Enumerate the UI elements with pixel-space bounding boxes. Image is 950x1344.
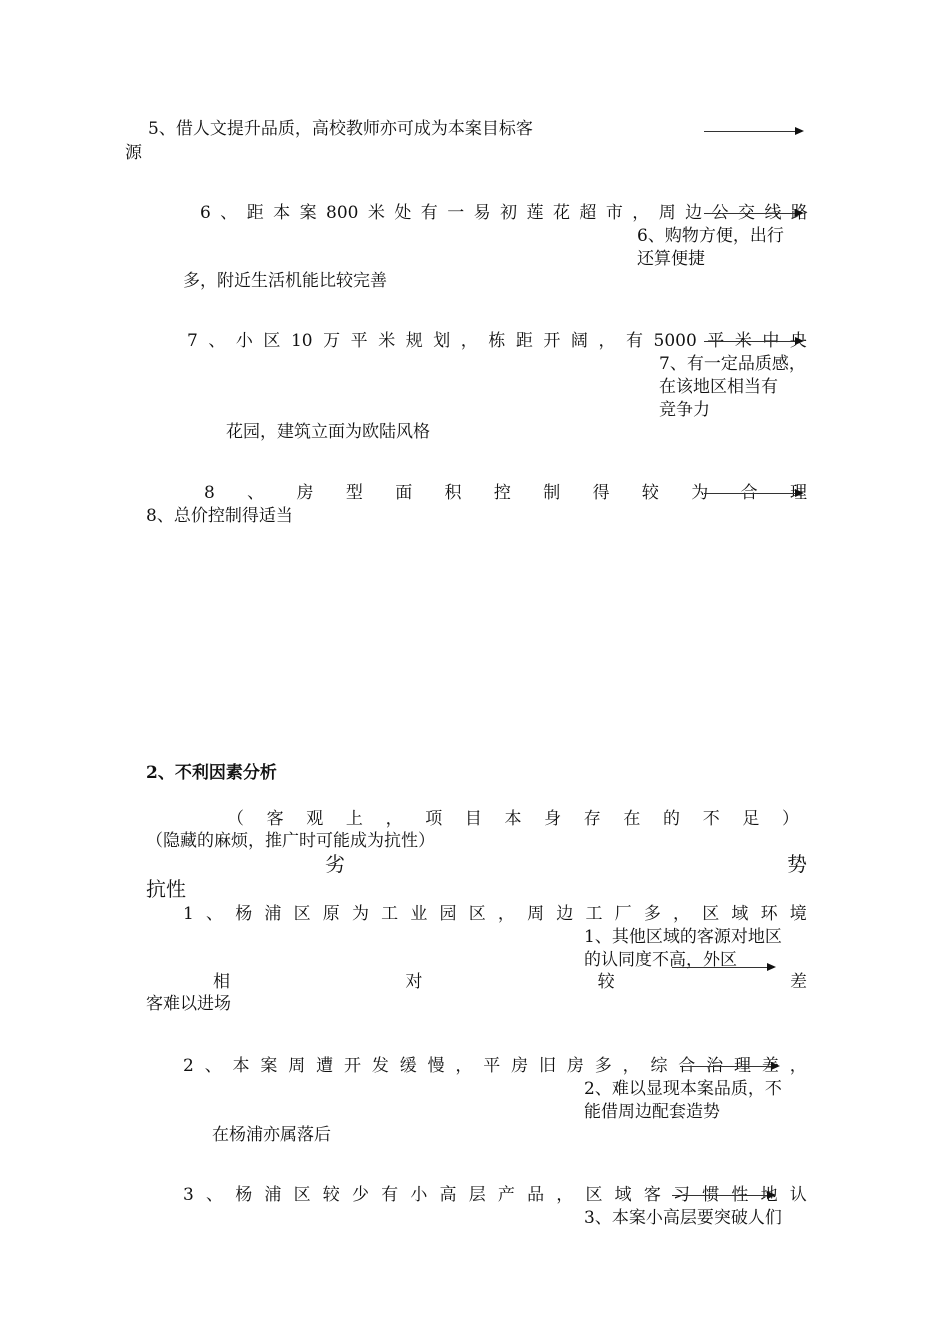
text-token: 工	[381, 904, 399, 924]
text-token: 区	[468, 904, 486, 924]
text-token: 面	[395, 483, 413, 503]
section2-note: （隐藏的麻烦，推广时可能成为抗性）	[146, 831, 435, 851]
text-token: 综	[650, 1056, 668, 1076]
text-token: 浦	[264, 1185, 282, 1205]
text-token: 环	[760, 904, 778, 924]
text-token: 开	[543, 331, 561, 351]
text-token: 层	[468, 1185, 486, 1205]
text-token: 性	[731, 1185, 749, 1205]
text-token: 、	[247, 483, 265, 503]
section2-heading: 2、不利因素分析	[146, 763, 277, 783]
text-token: 公	[711, 203, 729, 223]
neg1-arrow	[672, 967, 774, 968]
text-token: 有	[625, 331, 643, 351]
column-label-left: 劣	[325, 852, 345, 876]
text-token: 较	[597, 972, 615, 992]
text-token: 合	[740, 483, 758, 503]
text-token: 的	[663, 809, 681, 829]
neg1-line2	[213, 971, 807, 993]
text-token: 相	[213, 972, 230, 992]
text-token: 线	[764, 203, 782, 223]
text-token: 阔	[570, 331, 588, 351]
text-token: 10	[290, 331, 313, 351]
column-label-right: 势	[787, 852, 807, 876]
text-token: ，	[455, 1056, 473, 1076]
text-token: 少	[351, 1185, 369, 1205]
text-token: 开	[343, 1056, 361, 1076]
text-token: 差	[761, 1056, 779, 1076]
text-token: 杨	[235, 1185, 253, 1205]
text-token: 划	[433, 331, 451, 351]
neg2-right-line1: 2、难以显现本案品质，不	[584, 1079, 782, 1099]
text-token: ，	[385, 809, 403, 829]
text-token: 多	[594, 1056, 612, 1076]
text-token: ，	[622, 1056, 640, 1076]
text-token: 房	[296, 483, 314, 503]
item8-right-line1: 8、总价控制得适当	[146, 506, 293, 526]
text-token: 万	[323, 331, 341, 351]
text-token: 多	[643, 904, 661, 924]
text-token: 观	[306, 809, 324, 829]
column-sublabel: 抗性	[146, 877, 186, 901]
text-token: 周	[288, 1056, 306, 1076]
text-token: 客	[266, 809, 284, 829]
text-token: 为	[691, 483, 709, 503]
text-token: 域	[614, 1185, 632, 1205]
text-token: 案	[260, 1056, 278, 1076]
text-token: 慢	[427, 1056, 445, 1076]
text-token: 米	[734, 331, 752, 351]
neg3-right-line1: 3、本案小高层要突破人们	[584, 1208, 782, 1228]
item7-arrow	[704, 341, 802, 342]
text-token: 房	[566, 1056, 584, 1076]
text-token: 初	[500, 203, 518, 223]
text-token: 制	[543, 483, 561, 503]
text-token: （	[227, 809, 244, 829]
text-token: 周	[658, 203, 676, 223]
text-token: 花	[552, 203, 570, 223]
text-token: 米	[378, 331, 396, 351]
text-token: 、	[206, 904, 224, 924]
neg3-arrow	[672, 1195, 774, 1196]
text-token: 有	[381, 1185, 399, 1205]
text-token: 业	[410, 904, 428, 924]
text-token: 工	[585, 904, 603, 924]
text-token: 2	[183, 1056, 194, 1076]
text-token: 差	[789, 972, 807, 992]
text-token: 在	[623, 809, 641, 829]
text-token: 区	[263, 331, 281, 351]
text-token: 控	[493, 483, 511, 503]
text-token: 园	[439, 904, 457, 924]
text-token: 旧	[539, 1056, 556, 1076]
text-token: 米	[367, 203, 385, 223]
text-token: ，	[598, 331, 616, 351]
text-token: 7	[187, 331, 198, 351]
text-token: 距	[515, 331, 533, 351]
text-token: 平	[707, 331, 725, 351]
text-token: 房	[511, 1056, 529, 1076]
text-token: ，	[632, 203, 650, 223]
text-token: 交	[738, 203, 756, 223]
text-token: ，	[789, 1056, 807, 1076]
text-token: 原	[322, 904, 340, 924]
neg1-right-line3: 客难以进场	[146, 994, 231, 1014]
text-token: 、	[206, 1185, 224, 1205]
text-token: 身	[544, 809, 562, 829]
item8-arrow	[704, 493, 802, 494]
text-token: 区	[702, 904, 720, 924]
text-token: 6	[200, 203, 211, 223]
text-token: 平	[350, 331, 368, 351]
text-token: 规	[405, 331, 423, 351]
text-token: 较	[641, 483, 659, 503]
neg1-right-line2: 的认同度不高，外区	[584, 950, 737, 970]
text-token: 平	[483, 1056, 501, 1076]
text-token: 产	[497, 1185, 515, 1205]
text-token: 3	[183, 1185, 194, 1205]
text-token: 本	[504, 809, 522, 829]
text-token: 习	[673, 1185, 691, 1205]
text-token: 距	[246, 203, 264, 223]
text-token: ，	[497, 904, 515, 924]
neg1-line1	[183, 903, 807, 925]
text-token: ，	[673, 904, 691, 924]
text-token: 8	[204, 483, 215, 503]
text-token: 品	[527, 1185, 545, 1205]
item5-line2: 源	[125, 143, 142, 163]
text-token: 域	[731, 904, 749, 924]
text-token: ，	[460, 331, 478, 351]
item7-right-line1: 7、有一定品质感，	[659, 354, 806, 374]
text-token: 莲	[526, 203, 544, 223]
item7-line2: 花园，建筑立面为欧陆风格	[226, 422, 430, 442]
section2-subtitle	[227, 808, 799, 830]
text-token: 市	[605, 203, 623, 223]
text-token: 对	[405, 972, 423, 992]
text-token: 超	[579, 203, 597, 223]
neg2-arrow	[680, 1066, 778, 1067]
neg2-line2: 在杨浦亦属落后	[212, 1125, 331, 1145]
text-token: 目	[464, 809, 482, 829]
text-token: 缓	[399, 1056, 417, 1076]
text-token: 中	[762, 331, 780, 351]
text-token: 惯	[702, 1185, 720, 1205]
text-token: 5000	[653, 331, 697, 351]
text-token: 区	[585, 1185, 603, 1205]
text-token: 理	[734, 1056, 752, 1076]
text-token: 央	[789, 331, 807, 351]
text-token: 客	[643, 1185, 661, 1205]
text-token: 高	[439, 1185, 457, 1205]
text-token: 较	[322, 1185, 340, 1205]
text-token: 有	[420, 203, 438, 223]
item5-arrow	[704, 131, 802, 132]
item5-line1: 5、借人文提升品质，高校教师亦可成为本案目标客	[148, 119, 533, 139]
text-token: 一	[447, 203, 465, 223]
text-token: 浦	[264, 904, 282, 924]
text-token: 杨	[235, 904, 253, 924]
text-token: 、	[204, 1056, 222, 1076]
text-token: 边	[685, 203, 703, 223]
text-token: 小	[235, 331, 253, 351]
text-token: 区	[293, 904, 311, 924]
text-token: 存	[583, 809, 601, 829]
text-token: 积	[444, 483, 462, 503]
text-token: 本	[273, 203, 291, 223]
text-token: 本	[232, 1056, 250, 1076]
text-token: 发	[371, 1056, 389, 1076]
text-token: 认	[789, 1185, 807, 1205]
item6-arrow	[704, 213, 802, 214]
text-token: 栋	[488, 331, 506, 351]
text-token: 1	[183, 904, 194, 924]
item6-right-line1: 6、购物方便，出行	[637, 226, 784, 246]
neg2-right-line2: 能借周边配套造势	[584, 1102, 720, 1122]
text-token: ，	[556, 1185, 574, 1205]
text-token: 境	[789, 904, 807, 924]
text-token: 为	[351, 904, 369, 924]
text-token: 处	[394, 203, 412, 223]
text-token: 案	[299, 203, 317, 223]
text-token: 理	[789, 483, 807, 503]
text-token: 治	[706, 1056, 724, 1076]
text-token: 得	[592, 483, 610, 503]
text-token: 边	[556, 904, 574, 924]
text-token: 不	[702, 809, 720, 829]
text-token: ）	[781, 809, 799, 829]
text-token: 上	[345, 809, 363, 829]
text-token: 项	[425, 809, 443, 829]
neg1-right-line1: 1、其他区域的客源对地区	[584, 927, 782, 947]
item7-right-line3: 竞争力	[659, 400, 710, 420]
text-token: 、	[208, 331, 226, 351]
text-token: 、	[220, 203, 238, 223]
text-token: 遭	[316, 1056, 334, 1076]
item7-right-line2: 在该地区相当有	[659, 377, 778, 397]
item6-right-line2: 还算便捷	[637, 249, 705, 269]
text-token: 800	[326, 203, 359, 223]
item6-line2: 多，附近生活机能比较完善	[183, 271, 387, 291]
text-token: 易	[473, 203, 491, 223]
text-token: 区	[293, 1185, 311, 1205]
text-token: 合	[678, 1056, 696, 1076]
text-token: 周	[527, 904, 545, 924]
text-token: 小	[410, 1185, 428, 1205]
text-token: 足	[742, 809, 760, 829]
text-token: 路	[790, 203, 808, 223]
text-token: 型	[345, 483, 363, 503]
text-token: 地	[760, 1185, 778, 1205]
text-token: 厂	[614, 904, 632, 924]
